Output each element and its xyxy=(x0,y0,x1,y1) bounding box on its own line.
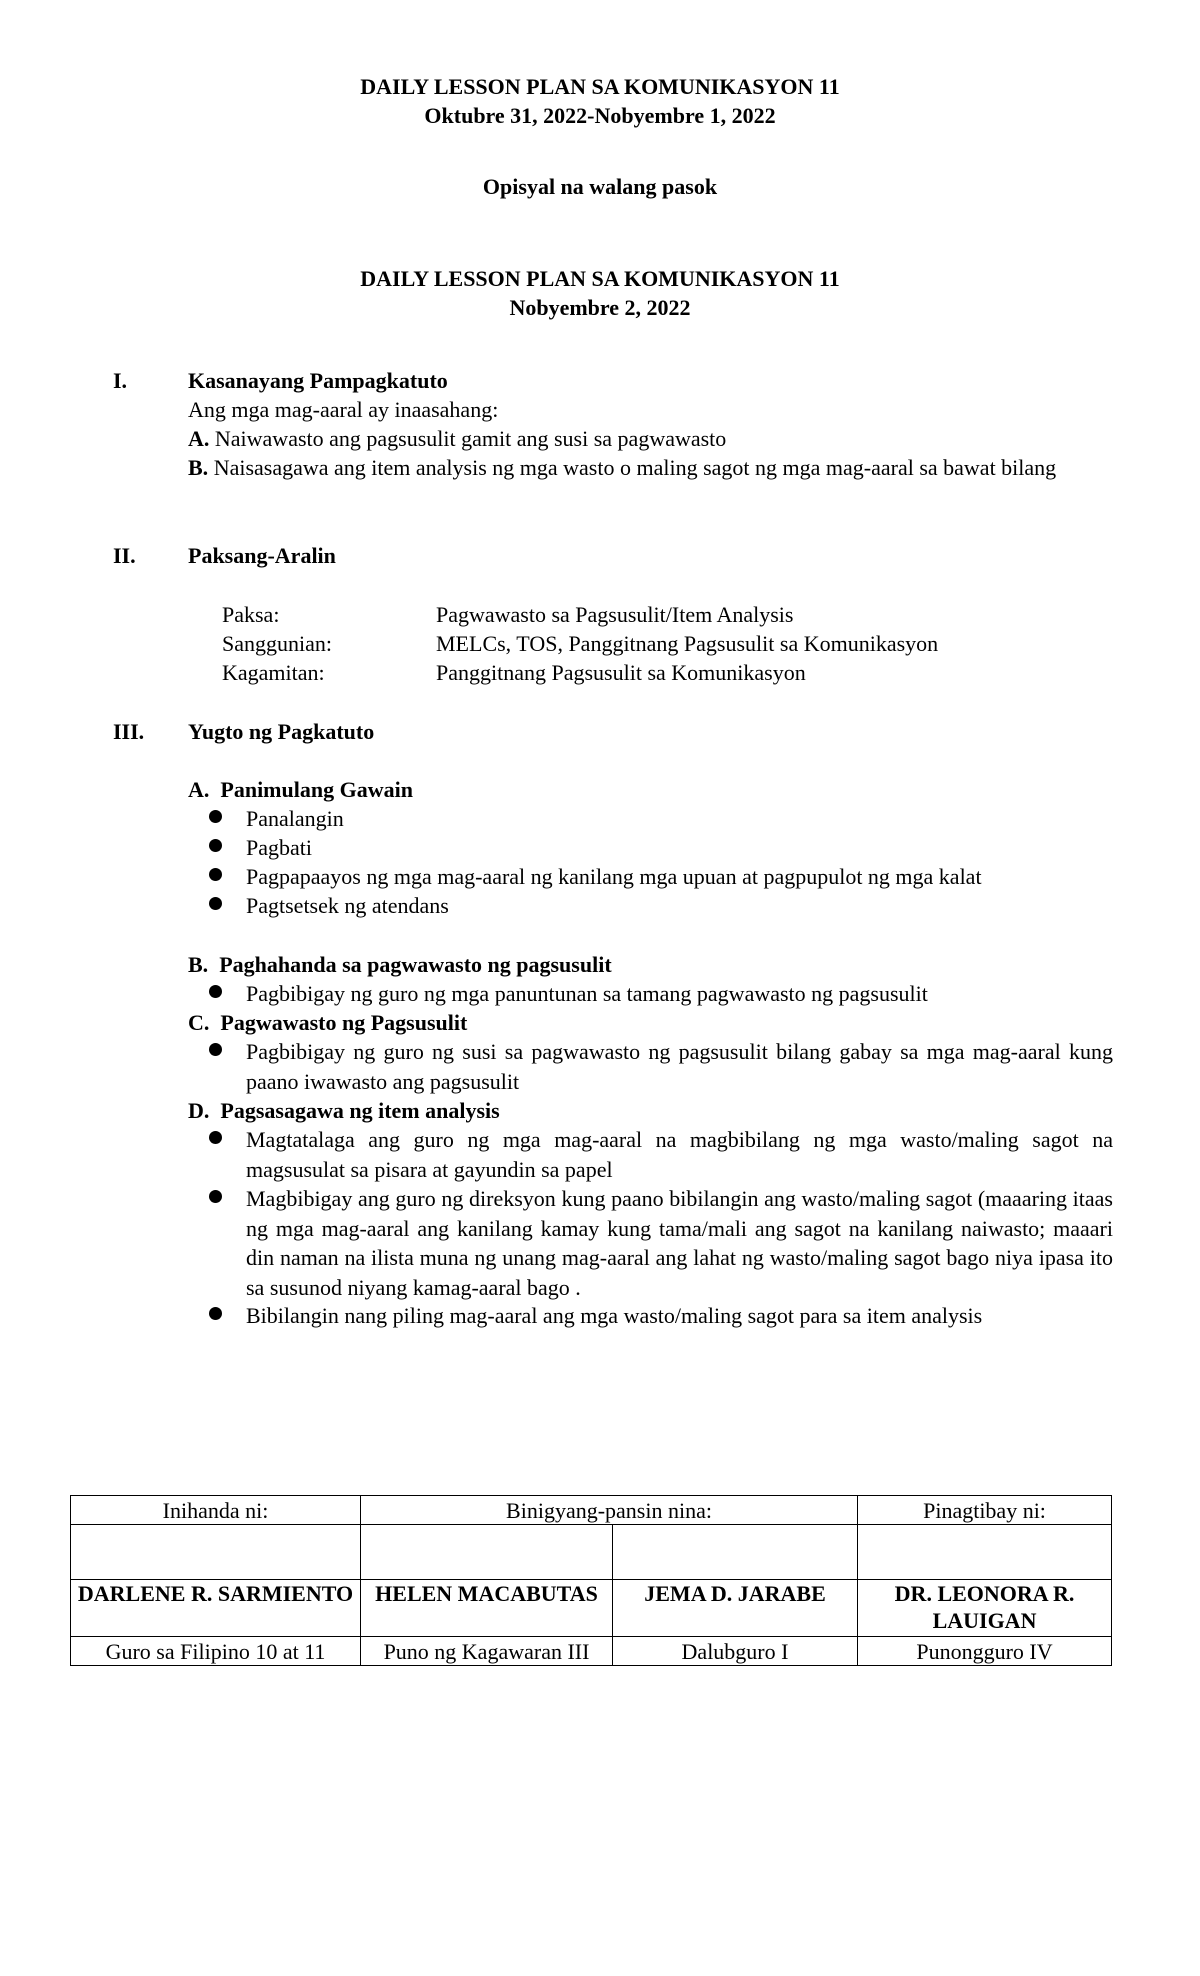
section1-item-b xyxy=(188,453,1113,483)
signature-space xyxy=(613,1525,858,1580)
signature-name-row xyxy=(71,1580,1112,1637)
a-bullet-2: Pagbati xyxy=(246,835,312,860)
paksa-label: Paksa: xyxy=(222,602,280,627)
d-bullet-2: Magbibigay ang guro ng direksyon kung paano bibilangin ang wasto/maling sagot (maaaring itaas ng mga mag-aaral ang kanilang kamay kung tama/mali ang sagot na kanilang naiwasto; maaari din naman na ilista muna ng unang mag-aaral ang lahat ng wasto/maling sagot bago niya ipasa ito sa susunod niyang kamag-aaral bago . xyxy=(246,1186,1113,1300)
bullet-icon xyxy=(209,1131,222,1144)
approved-by-header: Pinagtibay ni: xyxy=(858,1496,1112,1525)
signatory-name: JEMA D. JARABE xyxy=(613,1580,858,1637)
header2-title: DAILY LESSON PLAN SA KOMUNIKASYON 11 xyxy=(360,266,840,291)
item-letter: A. xyxy=(188,426,210,451)
signature-space xyxy=(361,1525,613,1580)
a-bullet-3: Pagpapaayos ng mga mag-aaral ng kanilang mga upuan at pagpupulot ng mga kalat xyxy=(246,864,982,889)
signatory-position: Puno ng Kagawaran III xyxy=(361,1637,613,1666)
subsection-title: Panimulang Gawain xyxy=(220,777,413,802)
section3-number: III. xyxy=(113,719,145,744)
signatory-position: Dalubguro I xyxy=(613,1637,858,1666)
signatory-name: DR. LEONORA R. LAUIGAN xyxy=(858,1580,1112,1637)
item-text: Naisasagawa ang item analysis ng mga wasto o maling sagot ng mga mag-aaral sa bawat bilang xyxy=(208,455,1057,480)
header1-date: Oktubre 31, 2022-Nobyembre 1, 2022 xyxy=(424,103,776,128)
section2-heading: Paksang-Aralin xyxy=(188,543,336,568)
bullet-icon xyxy=(209,1307,222,1320)
header2-date: Nobyembre 2, 2022 xyxy=(509,295,691,320)
signature-header-row xyxy=(71,1496,1112,1525)
subsection-title: Paghahanda sa pagwawasto ng pagsusulit xyxy=(219,952,612,977)
section1-item-a xyxy=(188,424,726,453)
signatory-name: DARLENE R. SARMIENTO xyxy=(71,1580,361,1637)
section1-heading: Kasanayang Pampagkatuto xyxy=(188,368,448,393)
subsection-c-heading xyxy=(188,1008,467,1037)
kagamitan-label: Kagamitan: xyxy=(222,660,325,685)
section2-number: II. xyxy=(113,543,136,568)
paksa-value: Pagwawasto sa Pagsusulit/Item Analysis xyxy=(436,602,794,627)
signatory-name: HELEN MACABUTAS xyxy=(361,1580,613,1637)
c-bullet-1: Pagbibigay ng guro ng susi sa pagwawasto ng pagsusulit bilang gabay sa mga mag-aaral kung paano iwawasto ang pagsusulit xyxy=(246,1039,1113,1094)
signature-space xyxy=(71,1525,361,1580)
subsection-b-heading xyxy=(188,950,612,979)
section1-intro: Ang mga mag-aaral ay inaasahang: xyxy=(188,397,499,422)
prepared-by-header: Inihanda ni: xyxy=(71,1496,361,1525)
subsection-title: Pagsasagawa ng item analysis xyxy=(220,1098,500,1123)
subsection-title: Pagwawasto ng Pagsusulit xyxy=(220,1010,468,1035)
subsection-letter: C. xyxy=(188,1010,210,1035)
signatory-position: Punongguro IV xyxy=(858,1637,1112,1666)
item-text: Naiwawasto ang pagsusulit gamit ang susi sa pagwawasto xyxy=(209,426,727,451)
subsection-letter: B. xyxy=(188,952,209,977)
header1-title: DAILY LESSON PLAN SA KOMUNIKASYON 11 xyxy=(360,74,840,99)
kagamitan-value: Panggitnang Pagsusulit sa Komunikasyon xyxy=(436,660,806,685)
bullet-icon xyxy=(209,810,222,823)
reviewed-by-header: Binigyang-pansin nina: xyxy=(361,1496,858,1525)
bullet-icon xyxy=(209,839,222,852)
signature-position-row xyxy=(71,1637,1112,1666)
section3-heading: Yugto ng Pagkatuto xyxy=(188,719,375,744)
sanggunian-label: Sanggunian: xyxy=(222,631,332,656)
notice: Opisyal na walang pasok xyxy=(482,174,718,199)
d-bullet-3: Bibilangin nang piling mag-aaral ang mga wasto/maling sagot para sa item analysis xyxy=(246,1303,983,1328)
item-letter: B. xyxy=(188,455,209,480)
subsection-d-heading xyxy=(188,1096,500,1125)
b-bullet-1: Pagbibigay ng guro ng mga panuntunan sa tamang pagwawasto ng pagsusulit xyxy=(246,981,928,1006)
bullet-icon xyxy=(209,1190,222,1203)
section1-number: I. xyxy=(113,368,128,393)
bullet-icon xyxy=(209,897,222,910)
signature-space xyxy=(858,1525,1112,1580)
bullet-icon xyxy=(209,985,222,998)
subsection-letter: D. xyxy=(188,1098,210,1123)
a-bullet-1: Panalangin xyxy=(246,806,344,831)
a-bullet-4: Pagtsetsek ng atendans xyxy=(246,893,449,918)
signatory-position: Guro sa Filipino 10 at 11 xyxy=(71,1637,361,1666)
bullet-icon xyxy=(209,868,222,881)
sanggunian-value: MELCs, TOS, Panggitnang Pagsusulit sa Komunikasyon xyxy=(436,631,939,656)
d-bullet-1: Magtatalaga ang guro ng mga mag-aaral na magbibilang ng mga wasto/maling sagot na magsusulat sa pisara at gayundin sa papel xyxy=(246,1127,1113,1182)
bullet-icon xyxy=(209,1043,222,1056)
subsection-a-heading xyxy=(188,775,413,804)
signature-space-row xyxy=(71,1525,1112,1580)
subsection-letter: A. xyxy=(188,777,210,802)
signature-table xyxy=(70,1495,1112,1666)
